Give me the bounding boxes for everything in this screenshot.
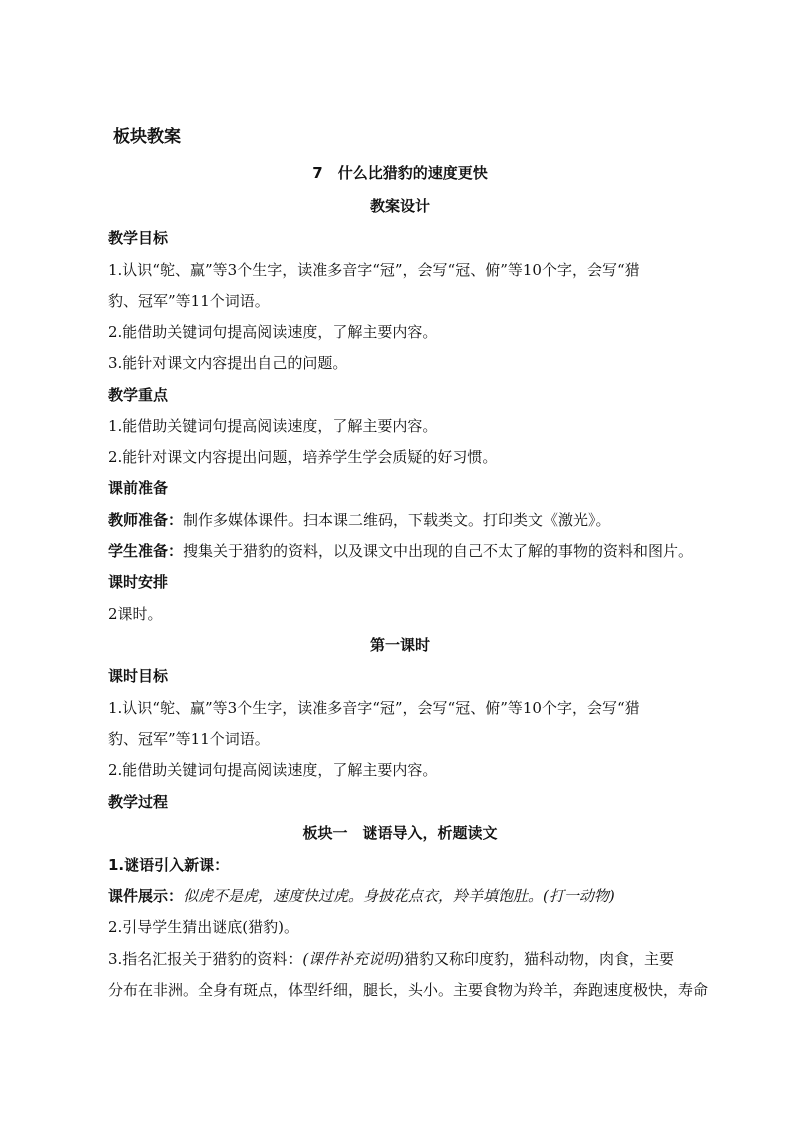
student-preparation (108, 541, 693, 561)
block1-heading: 板块一 谜语导入，析题读文 (302, 824, 498, 842)
student-preparation-text: 搜集关于猎豹的资料，以及课文中出现的自己不太了解的事物的资料和图片。 (183, 542, 694, 560)
process-heading: 教学过程 (108, 793, 169, 811)
teaching-focus-heading: 教学重点 (108, 386, 169, 404)
lesson-goal-line: 1.认识“鸵、赢”等3个生字，读准多音字“冠”，会写“冠、俯”等10个字，会写“猎 (108, 699, 640, 717)
courseware-display (108, 886, 615, 906)
first-lesson-heading: 第一课时 (369, 636, 430, 654)
lesson-goals-heading: 课时目标 (108, 667, 169, 685)
step3-intro: 3.指名汇报关于猎豹的资料： (108, 950, 303, 968)
teaching-goal-line: 2.能借助关键词句提高阅读速度，了解主要内容。 (108, 323, 438, 341)
step2-text: 2.引导学生猜出谜底(猎豹)。 (108, 918, 300, 936)
teacher-preparation (108, 510, 611, 530)
teaching-goal-line: 豹、冠军”等11个词语。 (108, 292, 270, 310)
teaching-goals-heading: 教学目标 (108, 229, 169, 247)
teacher-preparation-label: 教师准备： (108, 511, 184, 529)
section-label: 板块教案 (113, 127, 181, 147)
lesson-goal-line: 豹、冠军”等11个词语。 (108, 730, 270, 748)
courseware-text: 似虎不是虎，速度快过虎。身披花点衣，羚羊填饱肚。(打一动物) (183, 887, 615, 905)
teaching-focus-line: 1.能借助关键词句提高阅读速度，了解主要内容。 (108, 417, 438, 435)
teaching-goal-line: 3.能针对课文内容提出自己的问题。 (108, 354, 348, 372)
schedule-text: 2课时。 (108, 605, 163, 623)
courseware-label: 课件展示： (108, 887, 184, 905)
design-heading: 教案设计 (369, 197, 430, 215)
step3-note: (课件补充说明) (302, 950, 405, 968)
step3-body: 猎豹又称印度豹，猫科动物，肉食，主要 (404, 950, 675, 968)
schedule-heading: 课时安排 (108, 573, 169, 591)
teaching-focus-line: 2.能针对课文内容提出问题，培养学生学会质疑的好习惯。 (108, 448, 498, 466)
student-preparation-label: 学生准备： (108, 542, 184, 560)
step3-line (108, 949, 674, 969)
lesson-title: 7 什么比猎豹的速度更快 (312, 164, 488, 182)
step1-text: 1.谜语引入新课： (108, 856, 230, 874)
step3-continuation: 分布在非洲。全身有斑点，体型纤细，腿长，头小。主要食物为羚羊，奔跑速度极快，寿命 (108, 981, 709, 999)
preparation-heading: 课前准备 (108, 479, 169, 497)
teacher-preparation-text: 制作多媒体课件。扫本课二维码，下载类文。打印类文《激光》。 (183, 511, 611, 529)
teaching-goal-line: 1.认识“鸵、赢”等3个生字，读准多音字“冠”，会写“冠、俯”等10个字，会写“猎 (108, 261, 640, 279)
lesson-goal-line: 2.能借助关键词句提高阅读速度，了解主要内容。 (108, 761, 438, 779)
